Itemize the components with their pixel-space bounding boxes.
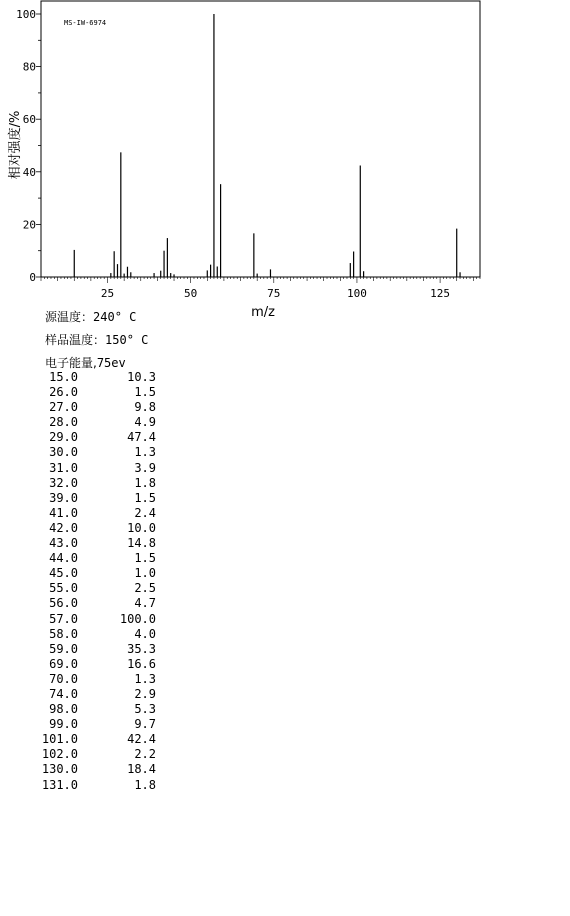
peak-intensity: 42.4 (127, 732, 156, 747)
peak-row (38, 476, 156, 491)
peak-intensity: 2.5 (134, 581, 156, 596)
peak-row (38, 687, 156, 702)
peak-mz: 26.0 (49, 385, 78, 400)
y-tick-label: 0 (29, 271, 36, 284)
peak-intensity: 10.0 (127, 520, 156, 535)
peak-mz: 39.0 (49, 490, 78, 505)
peak-mz: 32.0 (49, 475, 78, 490)
x-tick-label: 125 (430, 287, 451, 300)
peak-intensity: 2.2 (134, 747, 156, 762)
peak-intensity: 35.3 (127, 641, 156, 656)
peak-mz: 99.0 (49, 717, 78, 732)
peak-intensity: 1.8 (134, 777, 156, 792)
source-temperature-label: 源温度： (45, 310, 94, 324)
peak-intensity: 4.0 (134, 626, 156, 641)
peak-intensity: 3.9 (134, 460, 156, 475)
x-tick-label: 25 (100, 287, 115, 300)
peak-row (38, 747, 156, 762)
peak-intensity: 5.3 (134, 702, 156, 717)
peak-mz: 42.0 (49, 520, 78, 535)
peak-intensity: 2.4 (134, 505, 156, 520)
peak-intensity: 16.6 (127, 656, 156, 671)
peak-intensity: 9.8 (134, 400, 156, 415)
peak-row (38, 717, 156, 732)
peak-intensity: 2.9 (134, 686, 156, 701)
peak-row (38, 430, 156, 445)
peak-row (38, 461, 156, 476)
peak-intensity: 47.4 (127, 430, 156, 445)
peak-intensity: 4.7 (134, 596, 156, 611)
peak-mz: 57.0 (49, 611, 78, 626)
peak-row (38, 506, 156, 521)
source-temperature (45, 308, 136, 325)
peak-intensity: 1.5 (134, 490, 156, 505)
peak-intensity: 1.0 (134, 566, 156, 581)
electron-energy-label: 电子能量, (45, 356, 97, 370)
sample-temperature-value: 150° C (105, 333, 149, 347)
x-axis-ticks (41, 277, 480, 300)
peak-mz: 30.0 (49, 445, 78, 460)
sample-temperature-label: 样品温度： (45, 333, 106, 347)
peak-intensity: 1.8 (134, 475, 156, 490)
peak-intensity: 100.0 (119, 611, 156, 626)
sample-temperature (45, 331, 148, 348)
peak-intensity: 1.5 (134, 385, 156, 400)
peak-mz: 56.0 (49, 596, 78, 611)
peak-mz: 41.0 (49, 505, 78, 520)
peak-row (38, 370, 156, 385)
peak-intensity: 1.3 (134, 671, 156, 686)
peak-mz: 98.0 (49, 702, 78, 717)
y-tick-label: 20 (22, 218, 36, 232)
peak-mz: 69.0 (49, 656, 78, 671)
x-tick-label: 50 (184, 287, 198, 300)
source-temperature-value: 240° C (93, 310, 137, 324)
peak-mz: 28.0 (49, 415, 78, 430)
y-tick-label: 100 (16, 8, 36, 21)
peak-mz: 27.0 (49, 400, 78, 415)
peak-mz: 131.0 (41, 777, 78, 792)
peak-row (38, 521, 156, 536)
peak-mz: 74.0 (49, 686, 78, 701)
peak-row (38, 657, 156, 672)
peak-mz: 29.0 (49, 430, 78, 445)
peak-mz: 55.0 (49, 581, 78, 596)
x-tick-label: 75 (267, 287, 281, 300)
peak-row (38, 627, 156, 642)
peak-row (38, 642, 156, 657)
peak-intensity: 14.8 (127, 536, 156, 551)
electron-energy (45, 354, 126, 371)
mass-spectrum-chart (0, 0, 570, 330)
peak-row (38, 672, 156, 687)
spectrum-peaks (74, 14, 460, 277)
peak-row (38, 566, 156, 581)
peak-table (38, 370, 156, 793)
peak-mz: 102.0 (41, 747, 78, 762)
peak-row (38, 762, 156, 777)
peak-row (38, 491, 156, 506)
peak-intensity: 9.7 (134, 717, 156, 732)
peak-row (38, 702, 156, 717)
peak-mz: 45.0 (49, 566, 78, 581)
peak-intensity: 4.9 (134, 415, 156, 430)
peak-intensity: 1.3 (134, 445, 156, 460)
peak-mz: 15.0 (49, 370, 78, 384)
plot-frame (41, 1, 480, 277)
y-tick-label: 80 (22, 60, 36, 74)
peak-row (38, 732, 156, 747)
chart-id-label: MS-IW-6974 (64, 19, 107, 27)
y-tick-label: 40 (22, 165, 36, 179)
peak-mz: 44.0 (49, 551, 78, 566)
x-tick-label: 100 (347, 287, 367, 300)
y-axis-title: 相对强度/% (8, 110, 23, 180)
peak-row (38, 596, 156, 611)
peak-row (38, 581, 156, 596)
electron-energy-value: 75ev (96, 356, 126, 370)
peak-intensity: 18.4 (127, 762, 156, 777)
peak-mz: 43.0 (49, 536, 78, 551)
peak-mz: 31.0 (49, 460, 78, 475)
peak-row (38, 445, 156, 460)
peak-row (38, 385, 156, 400)
peak-row (38, 536, 156, 551)
peak-row (38, 415, 156, 430)
peak-mz: 58.0 (49, 626, 78, 641)
peak-mz: 70.0 (49, 671, 78, 686)
peak-row (38, 778, 156, 793)
peak-row (38, 400, 156, 415)
peak-row (38, 551, 156, 566)
peak-mz: 101.0 (41, 732, 78, 747)
y-tick-label: 60 (22, 113, 36, 127)
x-axis-title: m/z (251, 305, 275, 320)
peak-mz: 59.0 (49, 641, 78, 656)
peak-row (38, 612, 156, 627)
peak-intensity: 1.5 (134, 551, 156, 566)
peak-intensity: 10.3 (127, 370, 156, 384)
peak-mz: 130.0 (41, 762, 78, 777)
